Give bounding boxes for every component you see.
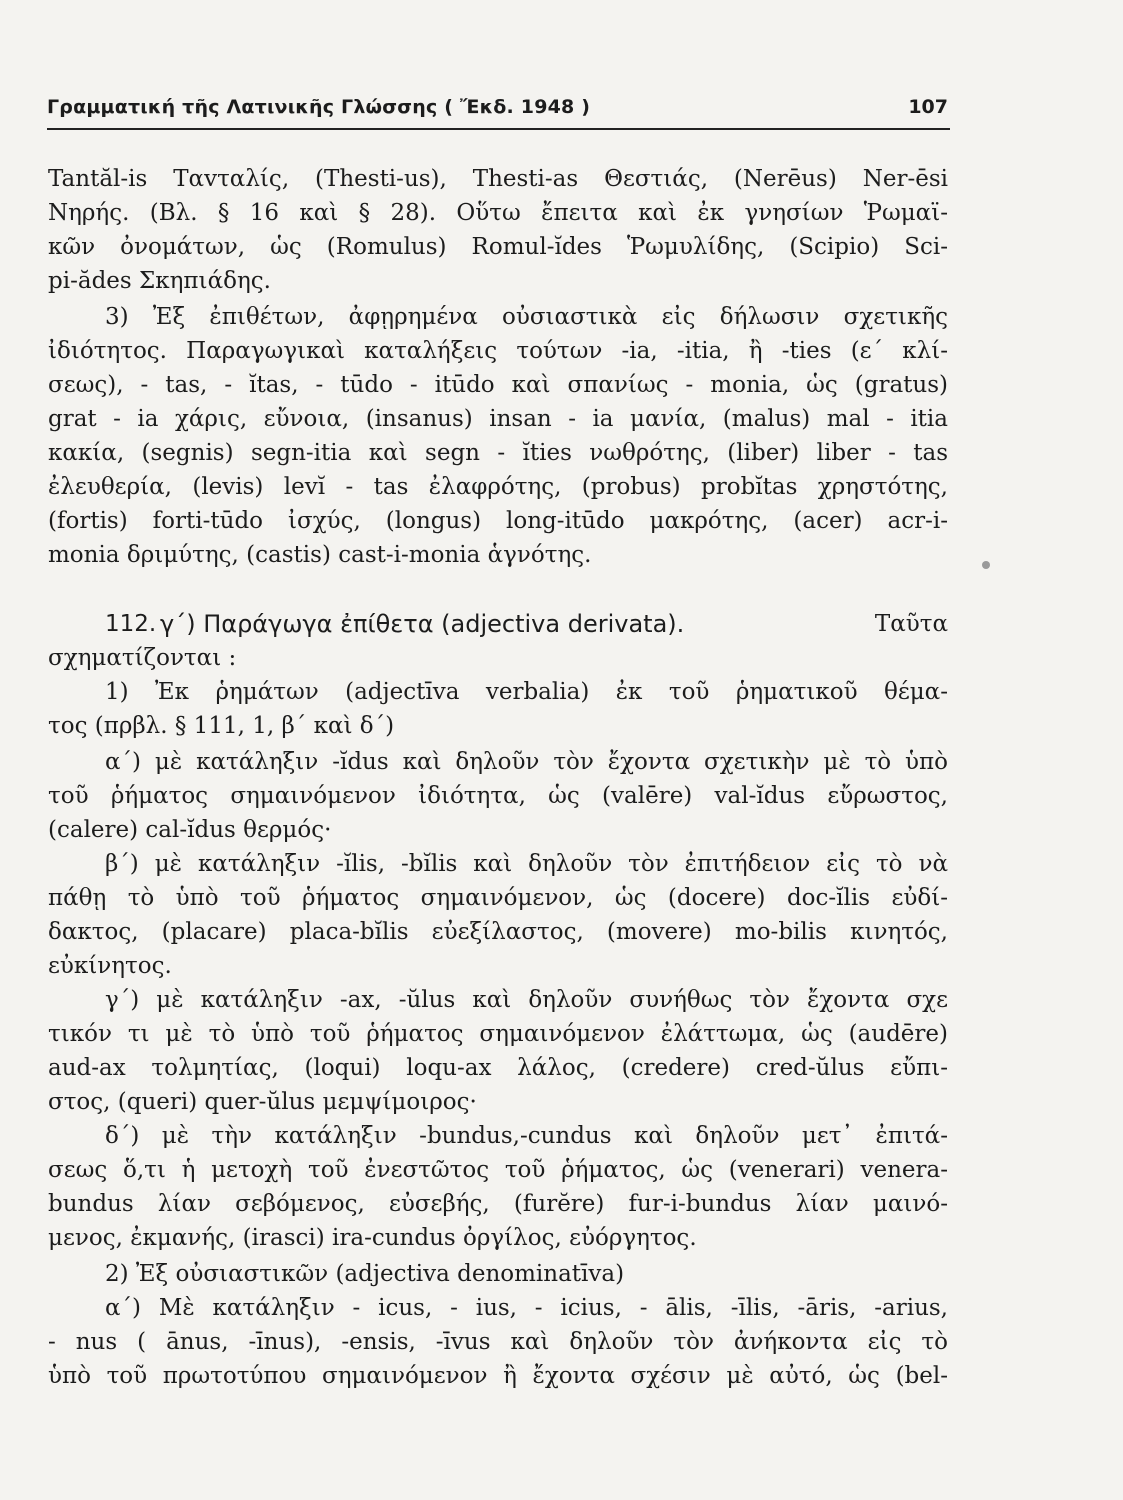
text-line: α´) Μὲ κατάληξιν - icus, - ius, - icius, - ālis, -īlis, -āris, -arius,	[105, 1295, 948, 1321]
text-line: τοῦ ῥήματος σημαινόμενον ἰδιότητα, ὡς (valēre) val-ĭdus εὔρωστος,	[48, 783, 948, 809]
running-header	[47, 92, 950, 130]
text-line: γ´) μὲ κατάληξιν -ax, -ŭlus καὶ δηλοῦν συνήθως τὸν ἔχοντα σχε	[105, 987, 948, 1013]
text-line: τος (πρβλ. § 111, 1, β´ καὶ δ´)	[48, 713, 395, 739]
text-line: κῶν ὀνομάτων, ὡς (Romulus) Romul-ĭdes Ῥωμυλίδης, (Scipio) Sci-	[48, 234, 948, 260]
text-line: δ´) μὲ τὴν κατάληξιν -bundus,-cundus καὶ δηλοῦν μετ᾽ ἐπιτά-	[105, 1123, 948, 1149]
text-line: κακία, (segnis) segn-itia καὶ segn - ĭties νωθρότης, (liber) liber - tas	[48, 440, 948, 466]
text-line: monia δριμύτης, (castis) cast-i-monia ἁγνότης.	[48, 542, 592, 568]
text-line: ἰδιότητος. Παραγωγικαὶ καταλήξεις τούτων -ia, -itia, ἢ -ties (ε´ κλί-	[48, 338, 948, 364]
text-line: (calere) cal-ĭdus θερμός·	[48, 817, 332, 843]
text-line: στος, (queri) quer-ŭlus μεμψίμοιρος·	[48, 1089, 477, 1115]
text-line: 1) Ἐκ ῥημάτων (adjectīva verbalia) ἐκ τοῦ ῥηματικοῦ θέμα-	[105, 679, 948, 705]
text-line: pi-ădes Σκηπιάδης.	[48, 268, 271, 294]
text-line: grat - ia χάρις, εὔνοια, (insanus) insan - ia μανία, (malus) mal - itia	[48, 406, 948, 432]
text-line: Tantăl-is Ταvταλίς, (Thesti-us), Thesti-as Θεστιάς, (Nerēus) Ner-ēsi	[48, 166, 948, 192]
text-line: (fortis) forti-tūdo ἰσχύς, (longus) long-itūdo μακρότης, (acer) acr-i-	[48, 508, 948, 534]
text-line: τικόν τι μὲ τὸ ὑπὸ τοῦ ῥήματος σημαινόμενον ἐλάττωμα, ὡς (audēre)	[48, 1021, 948, 1047]
text-line: 2) Ἐξ οὐσιαστικῶν (adjectiva denominatīva)	[105, 1261, 625, 1287]
section-number: 112.	[105, 611, 157, 637]
text-line: σεως), - tas, - ĭtas, - tūdo - itūdo καὶ σπανίως - monia, ὡς (gratus)	[48, 372, 948, 398]
text-line: β´) μὲ κατάληξιν -ĭlis, -bĭlis καὶ δηλοῦν τὸν ἐπιτήδειον εἰς τὸ νὰ	[105, 851, 948, 877]
text-line: 3) Ἐξ ἐπιθέτων, ἀφῃρημένα οὐσιαστικὰ εἰς δήλωσιν σχετικῆς	[105, 304, 948, 330]
text-line: πάθῃ τὸ ὑπὸ τοῦ ῥήματος σημαινόμενον, ὡς (docere) doc-ĭlis εὐδί-	[48, 885, 948, 911]
running-title: Γραμματική τῆς Λατινικῆς Γλώσσης ( Ἔκδ. 1948 )	[47, 96, 591, 118]
section-title: γ´) Παράγωγα ἐπίθετα (adjectiva derivata).	[160, 610, 685, 638]
text-line: bundus λίαν σεβόμενος, εὐσεβής, (furĕre) fur-i-bundus λίαν μαινό-	[48, 1191, 948, 1217]
section-intro: Ταῦτα	[874, 611, 948, 637]
text-line: α´) μὲ κατάληξιν -ĭdus καὶ δηλοῦν τὸν ἔχοντα σχετικὴν μὲ τὸ ὑπὸ	[105, 749, 948, 775]
text-line: aud-ax τολμητίας, (loqui) loqu-ax λάλος, (credere) cred-ŭlus εὔπι-	[48, 1055, 948, 1081]
ink-smudge	[982, 561, 990, 569]
text-line: μενος, ἐκμανής, (irasci) ira-cundus ὀργίλος, εὐόργητος.	[48, 1225, 697, 1251]
text-line: σχηματίζονται :	[48, 645, 237, 671]
text-line: ὑπὸ τοῦ πρωτοτύπου σημαινόμενον ἢ ἔχοντα σχέσιν μὲ αὐτό, ὡς (bel-	[48, 1363, 948, 1389]
text-line: δακτος, (placare) placa-bĭlis εὐεξίλαστος, (movere) mo-bilis κινητός,	[48, 919, 948, 945]
text-line: - nus ( ānus, -īnus), -ensis, -īvus καὶ δηλοῦν τὸν ἀνήκοντα εἰς τὸ	[48, 1329, 948, 1355]
page-number: 107	[908, 96, 948, 118]
text-line: εὐκίνητος.	[48, 953, 172, 979]
text-line: ἐλευθερία, (levis) levĭ - tas ἐλαφρότης, (probus) probĭtas χρηστότης,	[48, 474, 948, 500]
text-line: σεως ὅ,τι ἡ μετοχὴ τοῦ ἐνεστῶτος τοῦ ῥήματος, ὡς (venerari) venera-	[48, 1157, 948, 1183]
text-line: Νηρής. (Βλ. § 16 καὶ § 28). Οὕτω ἔπειτα καὶ ἐκ γνησίων Ῥωμαϊ-	[48, 200, 948, 226]
